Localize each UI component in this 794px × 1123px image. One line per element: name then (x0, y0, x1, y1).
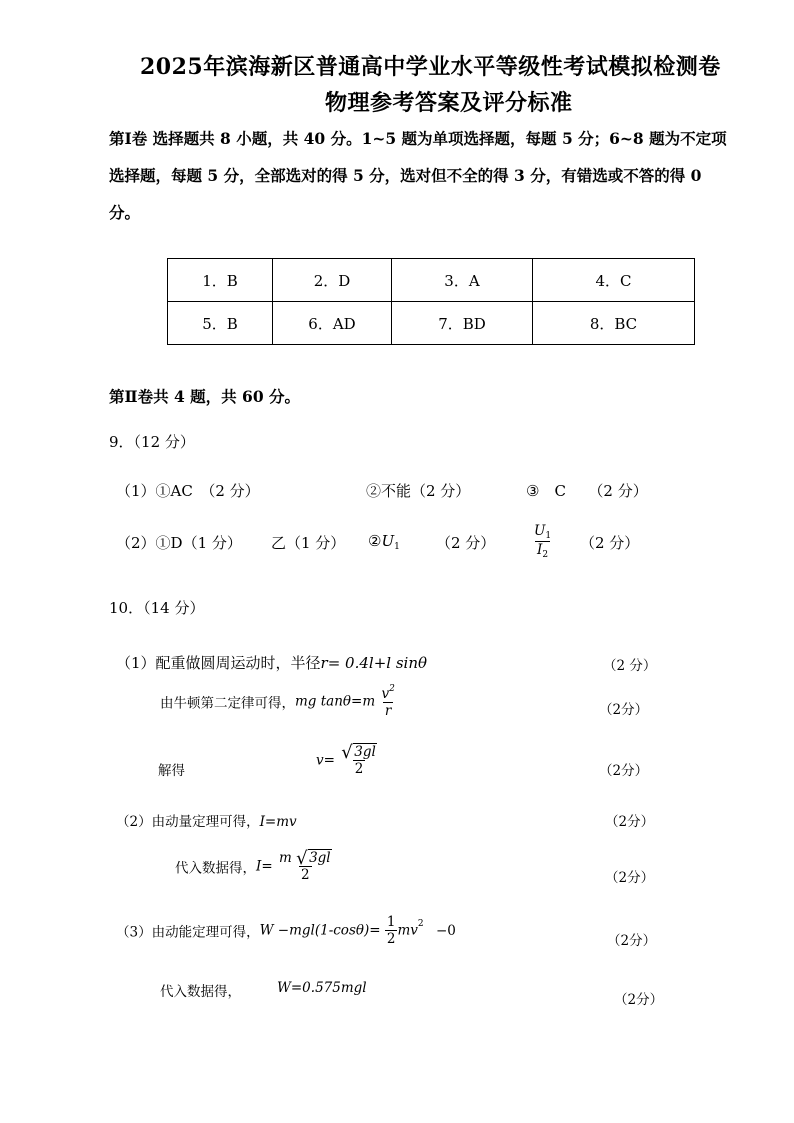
answer-table (167, 258, 695, 345)
q9-heading: 9．（12 分） (109, 433, 195, 451)
q10-p1b-score: （2分） (599, 702, 649, 718)
answer-cell: 5．B (168, 302, 273, 345)
q10-p2-score: （2分） (605, 814, 655, 830)
q10-p1c-score: （2分） (599, 763, 649, 779)
answer-cell: 1．B (168, 259, 273, 302)
q9-line2-b: 乙（1 分） (271, 534, 346, 552)
q9-line2-e: （2 分） (580, 534, 640, 552)
q10-p2-line: （2）由动量定理可得，I=mv (116, 814, 297, 830)
answer-cell: 2．D (273, 259, 392, 302)
table-row (168, 302, 695, 345)
q9-line1-a: （1）①AC （2 分） (116, 482, 260, 500)
q10-p2b-score: （2分） (605, 870, 655, 886)
q10-p3b-label: 代入数据得， (160, 984, 241, 1000)
answer-cell: 8．BC (533, 302, 695, 345)
answer-cell: 7．BD (392, 302, 533, 345)
q10-p1-line: （1）配重做圆周运动时，半径r= 0.4l+l sinθ (116, 654, 428, 672)
answer-cell: 3．A (392, 259, 533, 302)
part2-intro: 第Ⅱ卷共 4 题，共 60 分。 (109, 387, 301, 406)
q9-line2-c: $②U_1$ (368, 532, 400, 552)
q9-line2-d: （2 分） (436, 534, 496, 552)
table-row (168, 259, 695, 302)
page-subtitle: 物理参考答案及评分标准 (325, 90, 573, 116)
part1-intro-line2: 选择题，每题 5 分，全部选对的得 5 分，选对但不全的得 3 分，有错选或不答的得 0 (109, 166, 702, 185)
part1-intro-line1: 第Ⅰ卷 选择题共 8 小题，共 40 分。1~5 题为单项选择题，每题 5 分；6~8 题为不定项 (109, 129, 727, 148)
q10-heading: 10．（14 分） (109, 599, 205, 617)
answer-cell: 4．C (533, 259, 695, 302)
q10-p1c-formula: v= √ 3gl 2 (316, 742, 376, 777)
q10-p1c-label: 解得 (158, 763, 185, 779)
q9-line2-a: （2）①D（1 分） (116, 534, 242, 552)
answer-cell: 6．AD (273, 302, 392, 345)
q9-line1-b: ②不能（2 分） (366, 482, 471, 500)
q9-line1-c: ③ C （2 分） (526, 482, 648, 500)
q10-p3-score: （2分） (607, 933, 657, 949)
q10-p1b-line: 由牛顿第二定律可得，mg tanθ=m $\frac{v^2}{r}$ (160, 684, 395, 719)
q10-p3b-formula: W=0.575mgl (277, 980, 367, 996)
q10-p2b-line: 代入数据得，I= m √ 3gl 2 (175, 848, 331, 883)
part1-intro-line3: 分。 (109, 203, 141, 222)
page-title: 2025年滨海新区普通高中学业水平等级性考试模拟检测卷 (140, 54, 721, 80)
q10-p3b-score: （2分） (614, 992, 664, 1008)
q9-fraction: $\frac{U_1}{I_2}$ (534, 523, 552, 560)
q10-p1-score: （2 分） (603, 658, 657, 674)
q10-p3-line: （3）由动能定理可得，W −mgl(1-cosθ)= $\frac{1}{2}$ $mv^2 -0$ (116, 914, 456, 947)
